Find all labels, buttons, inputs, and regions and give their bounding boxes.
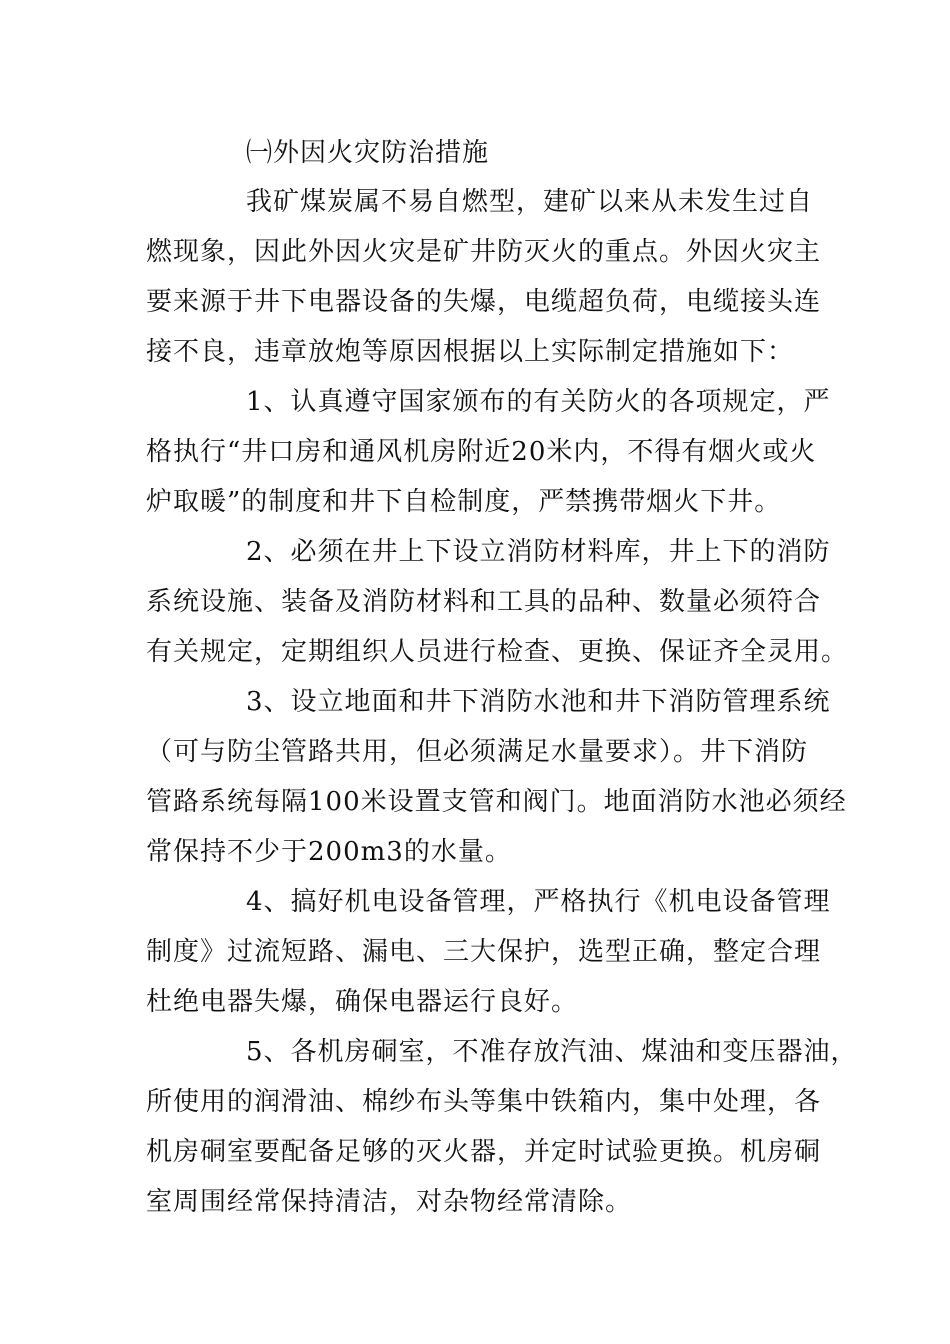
paragraph-line: 格执行“井口房和通风机房附近20米内，不得有烟火或火 (146, 437, 817, 467)
paragraph-line: 所使用的润滑油、棉纱布头等集中铁箱内，集中处理，各 (146, 1087, 822, 1117)
paragraph-line: 3、设立地面和井下消防水池和井下消防管理系统 (246, 687, 831, 717)
paragraph-line: 4、搞好机电设备管理，严格执行《机电设备管理 (246, 887, 831, 917)
paragraph-line: 要来源于井下电器设备的失爆，电缆超负荷，电缆接头连 (146, 287, 822, 317)
paragraph-line: 有关规定，定期组织人员进行检查、更换、保证齐全灵用。 (146, 637, 849, 667)
paragraph-line: 1、认真遵守国家颁布的有关防火的各项规定，严 (246, 387, 831, 417)
paragraph-line: 管路系统每隔100米设置支管和阀门。地面消防水池必须经 (146, 787, 847, 817)
paragraph-line: 我矿煤炭属不易自燃型，建矿以来从未发生过自 (246, 187, 814, 217)
paragraph-line: 系统设施、装备及消防材料和工具的品种、数量必须符合 (146, 587, 822, 617)
paragraph-line: 室周围经常保持清洁，对杂物经常清除。 (146, 1187, 633, 1217)
paragraph-line: （可与防尘管路共用，但必须满足水量要求）。井下消防 (146, 737, 809, 767)
paragraph-line: 炉取暖”的制度和井下自检制度，严禁携带烟火下井。 (146, 487, 782, 517)
paragraph-line: 2、必须在井上下设立消防材料库，井上下的消防 (246, 537, 831, 567)
paragraph-line: 燃现象，因此外因火灾是矿井防灭火的重点。外因火灾主 (146, 237, 822, 267)
section-heading: ㈠外因火灾防治措施 (246, 138, 490, 168)
paragraph-line: 制度》过流短路、漏电、三大保护，选型正确，整定合理 (146, 937, 822, 967)
paragraph-line: 杜绝电器失爆，确保电器运行良好。 (146, 987, 579, 1017)
paragraph-line: 5、各机房硐室，不准存放汽油、煤油和变压器油， (246, 1037, 858, 1067)
paragraph-line: 机房硐室要配备足够的灭火器，并定时试验更换。机房硐 (146, 1137, 822, 1167)
paragraph-line: 接不良，违章放炮等原因根据以上实际制定措施如下： (146, 337, 795, 367)
paragraph-line: 常保持不少于200m3的水量。 (146, 837, 512, 867)
